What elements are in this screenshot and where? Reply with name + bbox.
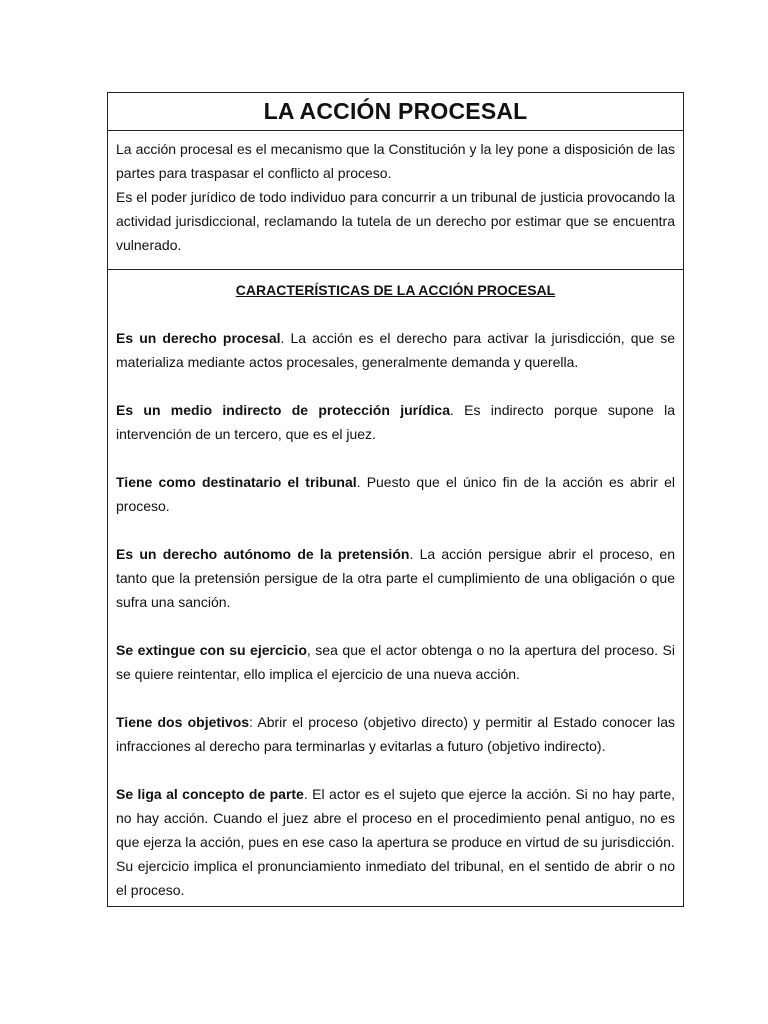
characteristic-item [116, 782, 675, 902]
intro-paragraph: La acción procesal es el mecanismo que la Constitución y la ley pone a disposición de las partes para traspasar el conflicto al proceso. [116, 141, 675, 181]
characteristic-term: Es un derecho procesal [116, 330, 281, 346]
characteristic-text: . La acción es el derecho para activar la jurisdicción, que se materializa mediante actos procesales, generalmente demanda y querella. [116, 330, 675, 370]
intro-section [108, 131, 683, 270]
intro-paragraph: Es el poder jurídico de todo individuo para concurrir a un tribunal de justicia provocando la actividad jurisdiccional, reclamando la tutela de un derecho por estimar que se encuentra vulnerado. [116, 189, 675, 253]
characteristic-text: , sea que el actor obtenga o no la apertura del proceso. Si se quiere reintentar, ello implica el ejercicio de una nueva acción. [116, 642, 675, 682]
characteristic-text: : Abrir el proceso (objetivo directo) y permitir al Estado conocer las infracciones al derecho para terminarlas y evitarlas a futuro (objetivo indirecto). [116, 714, 675, 754]
characteristic-term: Es un medio indirecto de protección jurídica [116, 402, 450, 418]
characteristics-section [108, 270, 683, 906]
characteristic-text: . El actor es el sujeto que ejerce la acción. Si no hay parte, no hay acción. Cuando el juez abre el proceso en el procedimiento penal antiguo, no es que ejerza la acción, pues en ese caso la apertura se produce en virtud de su jurisdicción. [116, 786, 675, 850]
characteristic-text: . La acción persigue abrir el proceso, en tanto que la pretensión persigue de la otra parte el cumplimiento de una obligación o que sufra una sanción. [116, 546, 675, 610]
document-table [107, 92, 684, 907]
document-title: LA ACCIÓN PROCESAL [263, 98, 528, 124]
characteristic-text: . Puesto que el único fin de la acción es abrir el proceso. [116, 474, 675, 514]
characteristic-term: Se extingue con su ejercicio [116, 642, 307, 658]
characteristic-item [116, 398, 675, 446]
characteristic-text: . Es indirecto porque supone la intervención de un tercero, que es el juez. [116, 402, 676, 442]
characteristic-item [116, 470, 675, 518]
characteristic-term: Tiene dos objetivos [116, 714, 250, 730]
characteristic-item [116, 542, 675, 614]
characteristic-item [116, 638, 675, 686]
characteristic-item [116, 326, 675, 374]
characteristics-heading: CARACTERÍSTICAS DE LA ACCIÓN PROCESAL [235, 282, 556, 298]
characteristic-term: Se liga al concepto de parte [116, 786, 304, 802]
characteristic-term: Es un derecho autónomo de la pretensión [116, 546, 410, 562]
characteristic-term: Tiene como destinatario el tribunal [116, 474, 357, 490]
characteristic-extra: Su ejercicio implica el pronunciamiento inmediato del tribunal, en el sentido de abrir o no el proceso. [116, 858, 675, 898]
title-row [108, 93, 683, 131]
characteristic-item [116, 710, 675, 758]
